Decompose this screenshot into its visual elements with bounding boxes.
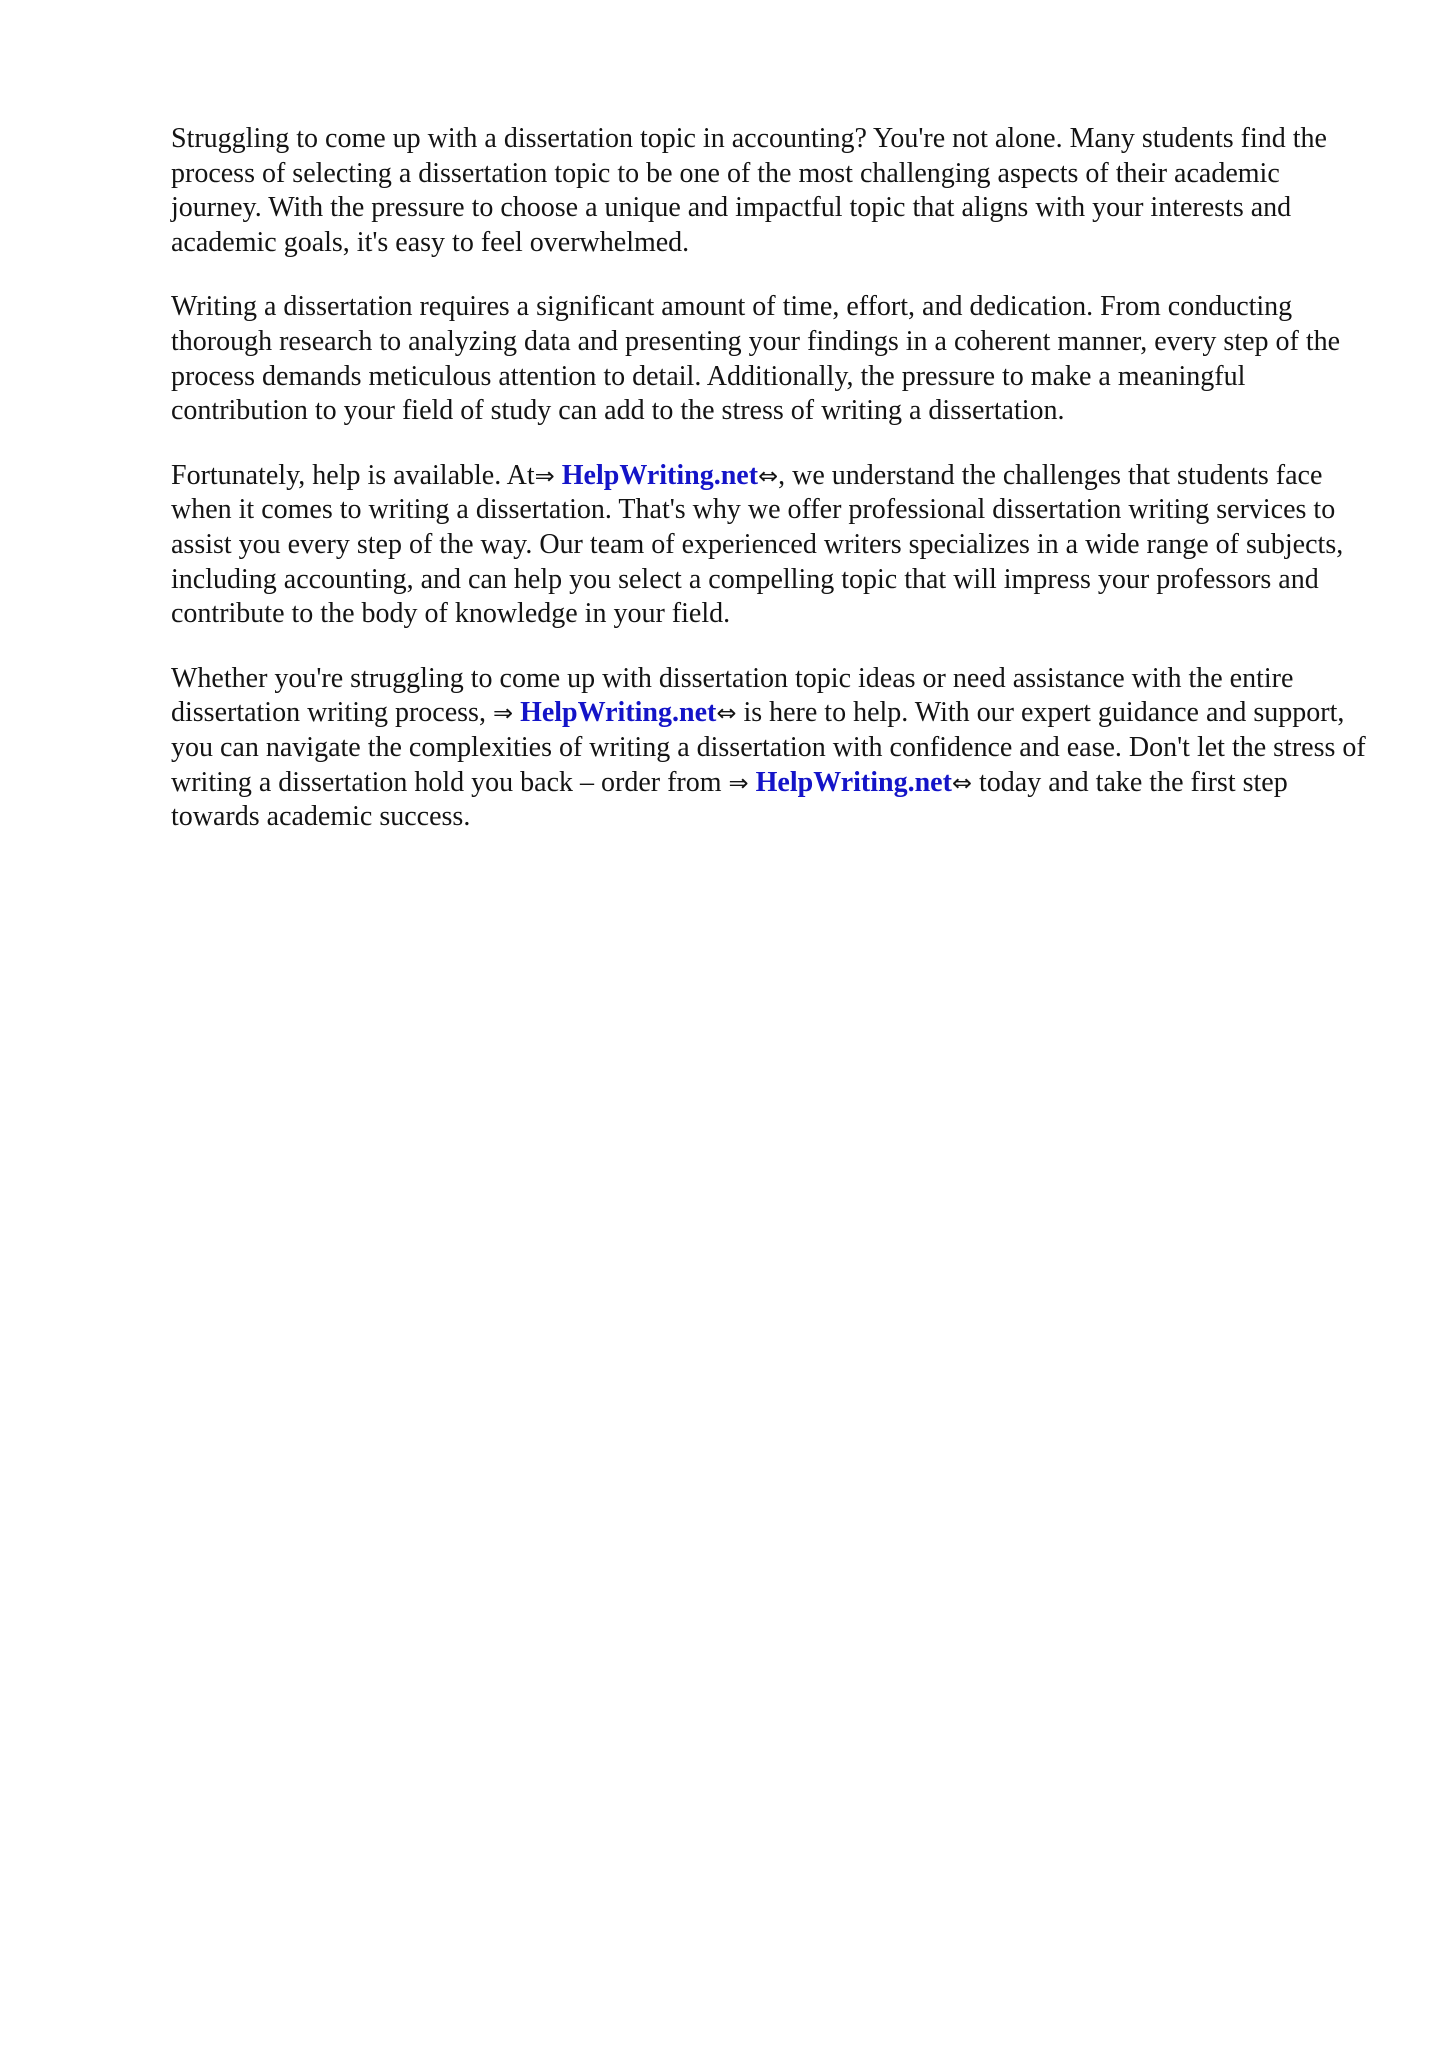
paragraph-help-available <box>171 459 1371 632</box>
right-double-arrow-icon: ⇒ <box>534 461 555 490</box>
helpwriting-link[interactable]: HelpWriting.net <box>520 697 717 729</box>
right-double-arrow-icon: ⇒ <box>728 768 749 797</box>
paragraph-requirements: Writing a dissertation requires a significant amount of time, effort, and dedication. From conducting thorough research to analyzing data and presenting your findings in a coherent manner, every step of the process demands meticulous attention to detail. Additionally, the pressure to make a meaningful contribution to your field of study can add to the stress of writing a dissertation. <box>171 291 1341 427</box>
paragraph-text: Fortunately, help is available. At <box>171 459 535 491</box>
paragraph-call-to-action <box>171 662 1371 835</box>
left-right-double-arrow-icon: ⇔ <box>758 461 779 490</box>
paragraph-text: , we understand the challenges that students face when it comes to writing a dissertation. That's why we offer professional dissertation writing services to assist you every step of the way. Our team of experienced writers specializes in a wide range of subjects, including accounting, and can help you select a compelling topic that will impress your professors and contribute to the body of knowledge in your field. <box>171 459 1344 630</box>
left-right-double-arrow-icon: ⇔ <box>951 768 973 797</box>
paragraph-intro: Struggling to come up with a dissertation topic in accounting? You're not alone. Many students find the process of selecting a dissertation topic to be one of the most challenging aspects of their academic journey. With the pressure to choose a unique and impactful topic that aligns with your interests and academic goals, it's easy to feel overwhelmed. <box>171 123 1327 258</box>
helpwriting-link[interactable]: HelpWriting.net <box>755 766 952 798</box>
document-body <box>171 122 1371 865</box>
right-double-arrow-icon: ⇒ <box>492 699 514 728</box>
left-right-double-arrow-icon: ⇔ <box>716 699 737 728</box>
paragraph-text: is here to help. With our expert guidance and support, you can navigate the complexities of writing a dissertation with confidence and ease. Don't let the stress of writing a dissertation hold you back – order from <box>171 697 1366 798</box>
paragraph-text: Whether you're struggling to come up with dissertation topic ideas or need assistance with the entire dissertation writing process, <box>171 662 1294 729</box>
helpwriting-link[interactable]: HelpWriting.net <box>561 459 759 491</box>
paragraph-text: today and take the first step towards academic success. <box>171 766 1288 833</box>
